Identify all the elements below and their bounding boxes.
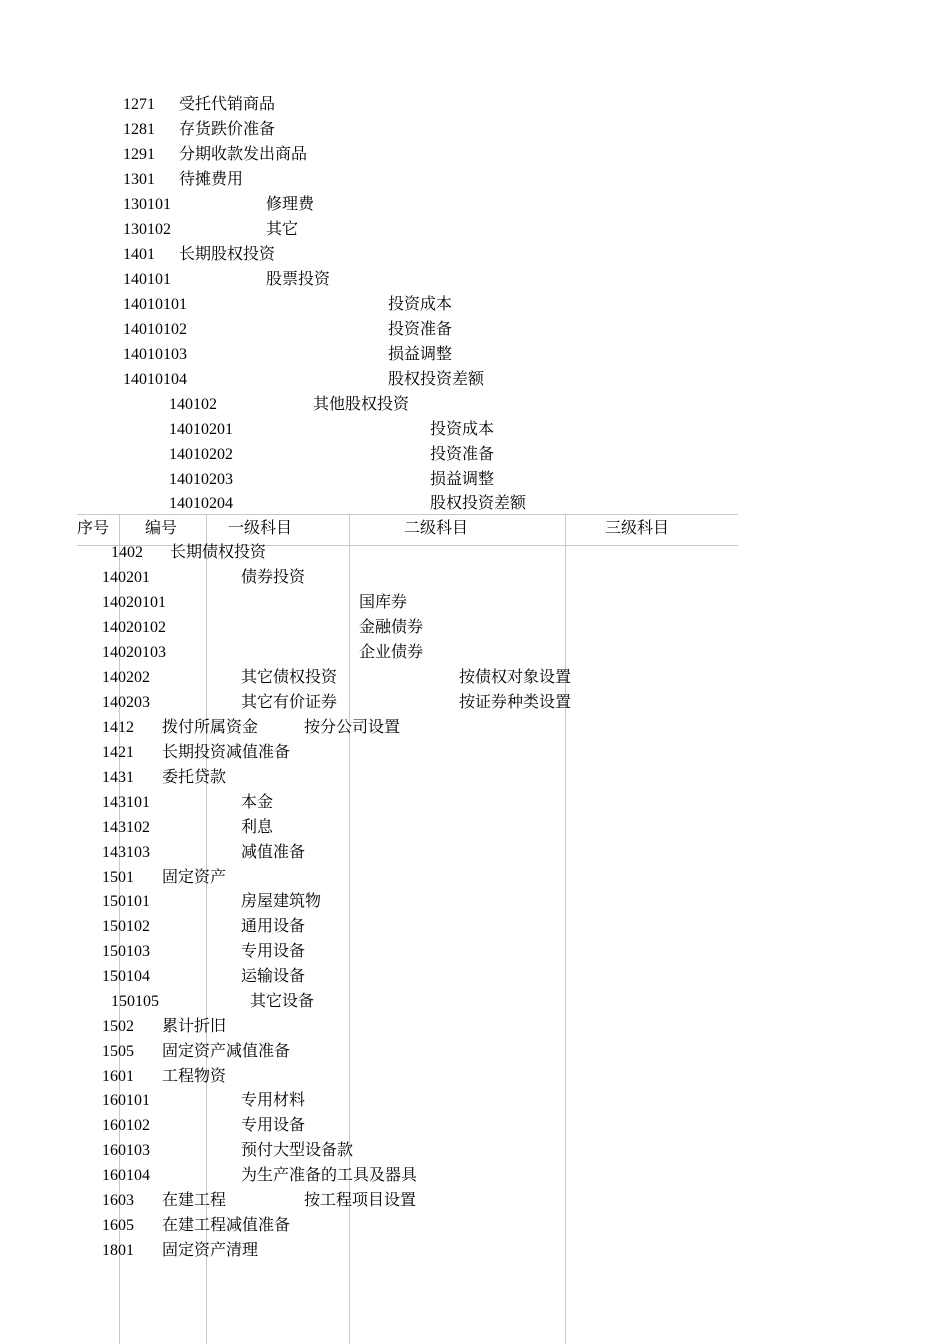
table-row-code: 150105 — [111, 993, 159, 1010]
account-name: 投资准备 — [430, 446, 495, 463]
table-row-name: 固定资产清理 — [162, 1242, 259, 1259]
account-code: 140101 — [123, 271, 171, 288]
table-row-note: 按工程项目设置 — [304, 1192, 417, 1209]
account-name: 存货跌价准备 — [179, 121, 276, 138]
account-code: 140102 — [169, 396, 217, 413]
table-row-name: 其它债权投资 — [241, 669, 338, 686]
account-code: 14010104 — [123, 371, 187, 388]
table-row-code: 143102 — [102, 819, 150, 836]
account-code: 14010202 — [169, 446, 233, 463]
table-row-name: 拨付所属资金 — [162, 719, 259, 736]
account-name: 投资成本 — [388, 296, 453, 313]
table-row-code: 1801 — [102, 1242, 134, 1259]
table-row-name: 企业债券 — [359, 644, 424, 661]
table-row-code: 1402 — [111, 544, 143, 561]
table-row-name: 在建工程 — [162, 1192, 227, 1209]
table-row-code: 1421 — [102, 744, 134, 761]
account-name: 待摊费用 — [179, 171, 244, 188]
table-row-code: 160103 — [102, 1142, 150, 1159]
header-level3: 三级科目 — [605, 520, 670, 537]
account-code: 14010203 — [169, 471, 233, 488]
table-row-code: 1605 — [102, 1217, 134, 1234]
table-row-name: 固定资产 — [162, 869, 227, 886]
account-code: 1291 — [123, 146, 155, 163]
table-row-code: 1603 — [102, 1192, 134, 1209]
account-name: 修理费 — [266, 196, 315, 213]
table-row-name: 固定资产减值准备 — [162, 1043, 291, 1060]
account-code: 14010201 — [169, 421, 233, 438]
account-name: 其他股权投资 — [313, 396, 410, 413]
table-row-code: 1502 — [102, 1018, 134, 1035]
table-row-code: 1601 — [102, 1068, 134, 1085]
table-row-code: 150102 — [102, 918, 150, 935]
account-name: 股权投资差额 — [388, 371, 485, 388]
account-code: 14010102 — [123, 321, 187, 338]
account-name: 投资成本 — [430, 421, 495, 438]
account-code: 14010101 — [123, 296, 187, 313]
table-row-code: 1501 — [102, 869, 134, 886]
table-row-name: 累计折旧 — [162, 1018, 227, 1035]
table-row-code: 150104 — [102, 968, 150, 985]
table-row-name: 长期投资减值准备 — [162, 744, 291, 761]
table-row-name: 本金 — [241, 794, 274, 811]
account-name: 受托代销商品 — [179, 96, 276, 113]
account-code: 1301 — [123, 171, 155, 188]
column-divider — [349, 514, 350, 1344]
table-row-name: 专用材料 — [241, 1092, 306, 1109]
table-row-name: 专用设备 — [241, 1117, 306, 1134]
table-row-name: 其它设备 — [250, 993, 315, 1010]
column-divider — [565, 514, 566, 1344]
table-row-code: 150101 — [102, 893, 150, 910]
table-row-name: 工程物资 — [162, 1068, 227, 1085]
table-row-name: 通用设备 — [241, 918, 306, 935]
account-code: 130101 — [123, 196, 171, 213]
table-row-name: 国库券 — [359, 594, 408, 611]
account-code: 1401 — [123, 246, 155, 263]
table-row-note: 按证券种类设置 — [459, 694, 572, 711]
table-row-name: 减值准备 — [241, 844, 306, 861]
table-row-code: 143101 — [102, 794, 150, 811]
table-row-code: 1412 — [102, 719, 134, 736]
account-code: 130102 — [123, 221, 171, 238]
account-code: 1271 — [123, 96, 155, 113]
table-row-name: 专用设备 — [241, 943, 306, 960]
header-level1: 一级科目 — [228, 520, 293, 537]
table-row-name: 委托贷款 — [162, 769, 227, 786]
account-name: 投资准备 — [388, 321, 453, 338]
table-row-name: 其它有价证券 — [241, 694, 338, 711]
header-seq: 序号 — [77, 520, 110, 537]
table-row-code: 160104 — [102, 1167, 150, 1184]
table-row-name: 金融债券 — [359, 619, 424, 636]
table-row-code: 140201 — [102, 569, 150, 586]
table-row-code: 14020102 — [102, 619, 166, 636]
table-row-code: 140202 — [102, 669, 150, 686]
table-row-code: 160101 — [102, 1092, 150, 1109]
table-row-code: 143103 — [102, 844, 150, 861]
table-row-code: 1431 — [102, 769, 134, 786]
table-row-name: 房屋建筑物 — [241, 893, 322, 910]
account-name: 长期股权投资 — [179, 246, 276, 263]
table-row-code: 1505 — [102, 1043, 134, 1060]
table-row-name: 预付大型设备款 — [241, 1142, 354, 1159]
account-name: 损益调整 — [388, 346, 453, 363]
table-row-name: 利息 — [241, 819, 274, 836]
account-code: 14010204 — [169, 495, 233, 512]
account-name: 分期收款发出商品 — [179, 146, 308, 163]
header-code: 编号 — [145, 520, 178, 537]
table-row-name: 为生产准备的工具及器具 — [241, 1167, 418, 1184]
account-name: 损益调整 — [430, 471, 495, 488]
header-level2: 二级科目 — [404, 520, 469, 537]
table-row-name: 在建工程减值准备 — [162, 1217, 291, 1234]
table-row-name: 长期债权投资 — [170, 544, 267, 561]
account-code: 1281 — [123, 121, 155, 138]
table-row-code: 150103 — [102, 943, 150, 960]
table-row-name: 运输设备 — [241, 968, 306, 985]
table-row-name: 债券投资 — [241, 569, 306, 586]
table-top-border — [77, 514, 738, 515]
account-code: 14010103 — [123, 346, 187, 363]
account-name: 其它 — [266, 221, 299, 238]
table-row-code: 14020101 — [102, 594, 166, 611]
table-row-note: 按分公司设置 — [304, 719, 401, 736]
account-name: 股权投资差额 — [430, 495, 527, 512]
table-row-note: 按债权对象设置 — [459, 669, 572, 686]
table-row-code: 160102 — [102, 1117, 150, 1134]
account-name: 股票投资 — [266, 271, 331, 288]
table-row-code: 140203 — [102, 694, 150, 711]
table-row-code: 14020103 — [102, 644, 166, 661]
